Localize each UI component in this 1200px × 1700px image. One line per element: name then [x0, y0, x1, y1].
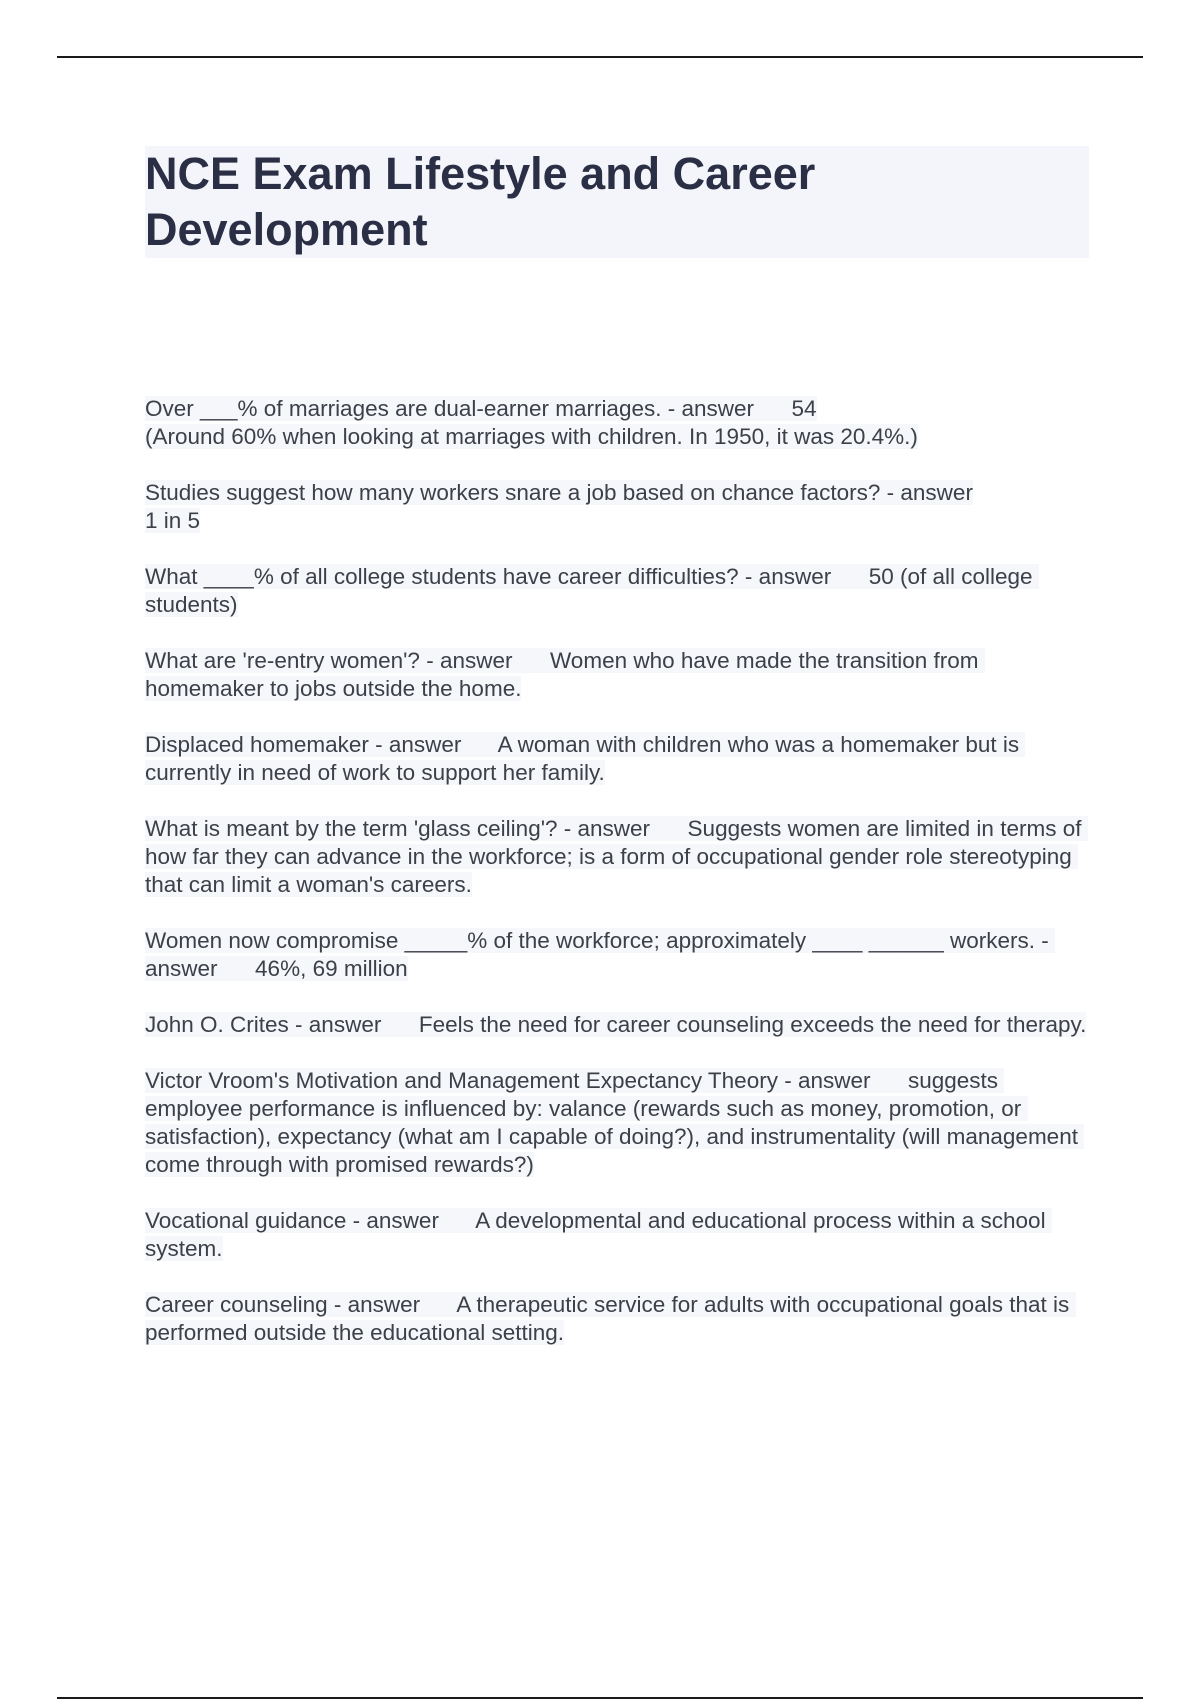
top-rule: [57, 56, 1143, 58]
qa-item: [145, 395, 1095, 451]
qa-item: [145, 1207, 1095, 1263]
qa-item-text: Over ___% of marriages are dual-earner marriages. - answer 54 (Around 60% when looking at marriages with children. In 1950, it was 20.4%.): [145, 396, 918, 449]
document-title: NCE Exam Lifestyle and Career Development: [145, 148, 816, 255]
qa-item: [145, 479, 1095, 535]
qa-item-text: Studies suggest how many workers snare a job based on chance factors? - answer 1 in 5: [145, 480, 973, 533]
qa-item: [145, 815, 1095, 899]
qa-item: [145, 1291, 1095, 1347]
qa-item-text: Displaced homemaker - answer A woman with children who was a homemaker but is currently in need of work to support her family.: [145, 732, 1026, 785]
bottom-rule: [57, 1697, 1143, 1699]
qa-item: [145, 647, 1095, 703]
qa-list: [145, 395, 1095, 1375]
qa-item-text: John O. Crites - answer Feels the need for career counseling exceeds the need for therapy.: [145, 1012, 1087, 1037]
qa-item-text: Women now compromise _____% of the workforce; approximately ____ ______ workers. - answer 46%, 69 million: [145, 928, 1056, 981]
qa-item-text: Vocational guidance - answer A developmental and educational process within a school system.: [145, 1208, 1052, 1261]
qa-item: [145, 927, 1095, 983]
qa-item-text: What is meant by the term 'glass ceiling'? - answer Suggests women are limited in terms of how far they can advance in the workforce; is a form of occupational gender role stereotyping that can limit a woman's careers.: [145, 816, 1088, 897]
qa-item: [145, 1011, 1095, 1039]
qa-item-text: Career counseling - answer A therapeutic service for adults with occupational goals that is performed outside the educational setting.: [145, 1292, 1076, 1345]
qa-item: [145, 1067, 1095, 1179]
qa-item-text: What ____% of all college students have career difficulties? - answer 50 (of all college students): [145, 564, 1039, 617]
qa-item-text: What are 're-entry women'? - answer Women who have made the transition from homemaker to jobs outside the home.: [145, 648, 985, 701]
qa-item: [145, 563, 1095, 619]
qa-item-text: Victor Vroom's Motivation and Management Expectancy Theory - answer suggests employee performance is influenced by: valance (rewards such as money, promotion, or satisfaction), expectancy (what am I capable of doing?), and instrumentality (will management come through with promised rewards?): [145, 1068, 1085, 1177]
qa-item: [145, 731, 1095, 787]
title-block: [145, 146, 1089, 258]
